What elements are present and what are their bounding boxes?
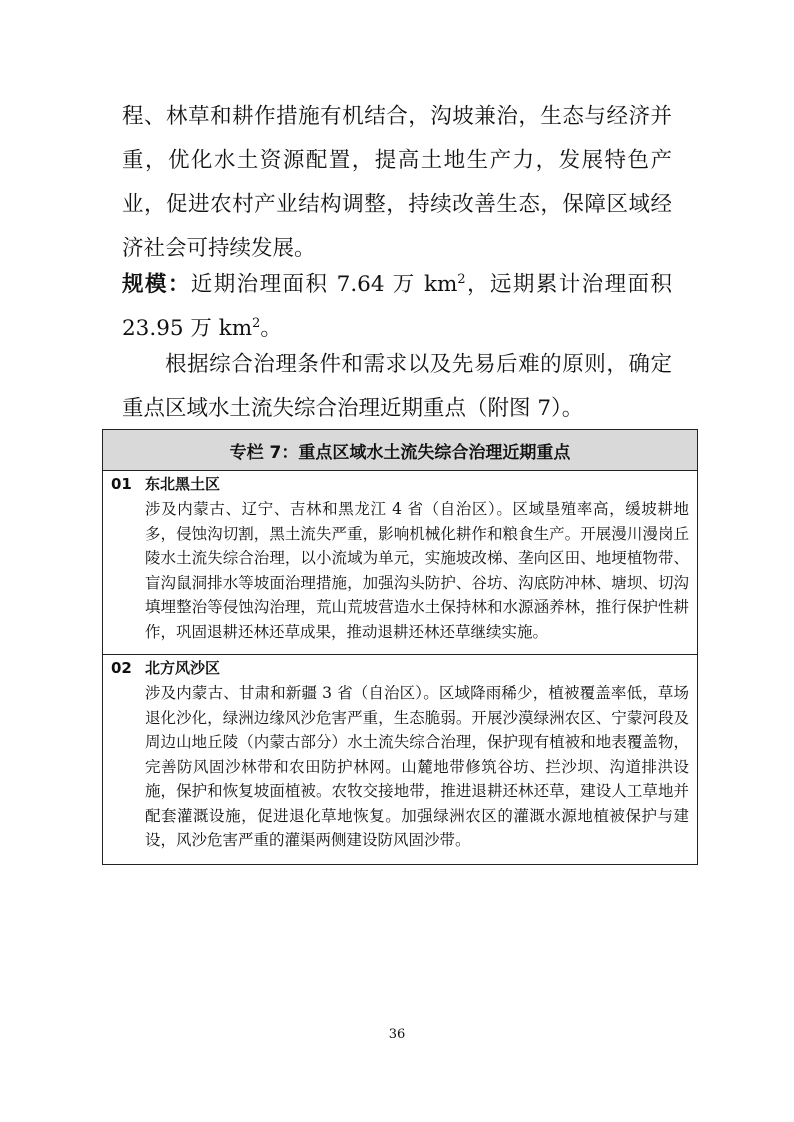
section-body: 涉及内蒙古、辽宁、吉林和黑龙江 4 省（自治区）。区域垦殖率高，缓坡耕地多，侵蚀沟切割，黑土流失严重，影响机械化耕作和粮食生产。开展漫川漫岗丘陵水土流失综合治理，以小流域为单元，实施坡改梯、垄向区田、地埂植物带、盲沟鼠洞排水等坡面治理措施，加强沟头防护、谷坊、沟底防冲林、塘坝、切沟填埋整治等侵蚀沟治理，荒山荒坡营造水土保持林和水源涵养林，推行保护性耕作，巩固退耕还林还草成果，推动退耕还林还草继续实施。 [145, 500, 689, 641]
scale-text-a: 近期治理面积 7.64 万 km [190, 272, 458, 297]
section-heading [103, 471, 697, 497]
scale-label: 规模： [122, 272, 191, 297]
section-01 [103, 471, 697, 655]
section-02 [103, 655, 697, 855]
superscript-2b: 2 [252, 315, 261, 331]
feature-box-title: 专栏 7：重点区域水土流失综合治理近期重点 [103, 430, 697, 471]
scale-text-b: ，远期累计治理面积 23.95 万 km [122, 272, 672, 341]
body-paragraph-3: 根据综合治理条件和需求以及先易后难的原则，确定重点区域水土流失综合治理近期重点（附图 7）。 [122, 352, 672, 421]
scale-paragraph [122, 263, 672, 351]
body-paragraph-1: 程、林草和耕作措施有机结合，沟坡兼治，生态与经济并重，优化水土资源配置，提高土地生产力，发展特色产业，促进农村产业结构调整，持续改善生态，保障区域经济社会可持续发展。 [122, 104, 672, 261]
section-title: 北方风沙区 [145, 659, 221, 677]
superscript-2: 2 [457, 271, 466, 287]
feature-box [102, 429, 698, 865]
section-number: 01 [111, 475, 132, 493]
section-body: 涉及内蒙古、甘肃和新疆 3 省（自治区）。区域降雨稀少，植被覆盖率低，草场退化沙化，绿洲边缘风沙危害严重，生态脆弱。开展沙漠绿洲农区、宁蒙河段及周边山地丘陵（内蒙古部分）水土流失综合治理，保护现有植被和地表覆盖物，完善防风固沙林带和农田防护林网。山麓地带修筑谷坊、拦沙坝、沟道排洪设施，保护和恢复坡面植被。农牧交接地带，推进退耕还林还草，建设人工草地并配套灌溉设施，促进退化草地恢复。加强绿洲农区的灌溉水源地植被保护与建设，风沙危害严重的灌渠两侧建设防风固沙带。 [145, 684, 689, 849]
page-number: 36 [388, 1027, 406, 1042]
scale-text-c: 。 [260, 316, 282, 341]
section-heading [103, 655, 697, 681]
section-title: 东北黑土区 [145, 475, 221, 493]
section-number: 02 [111, 659, 132, 677]
